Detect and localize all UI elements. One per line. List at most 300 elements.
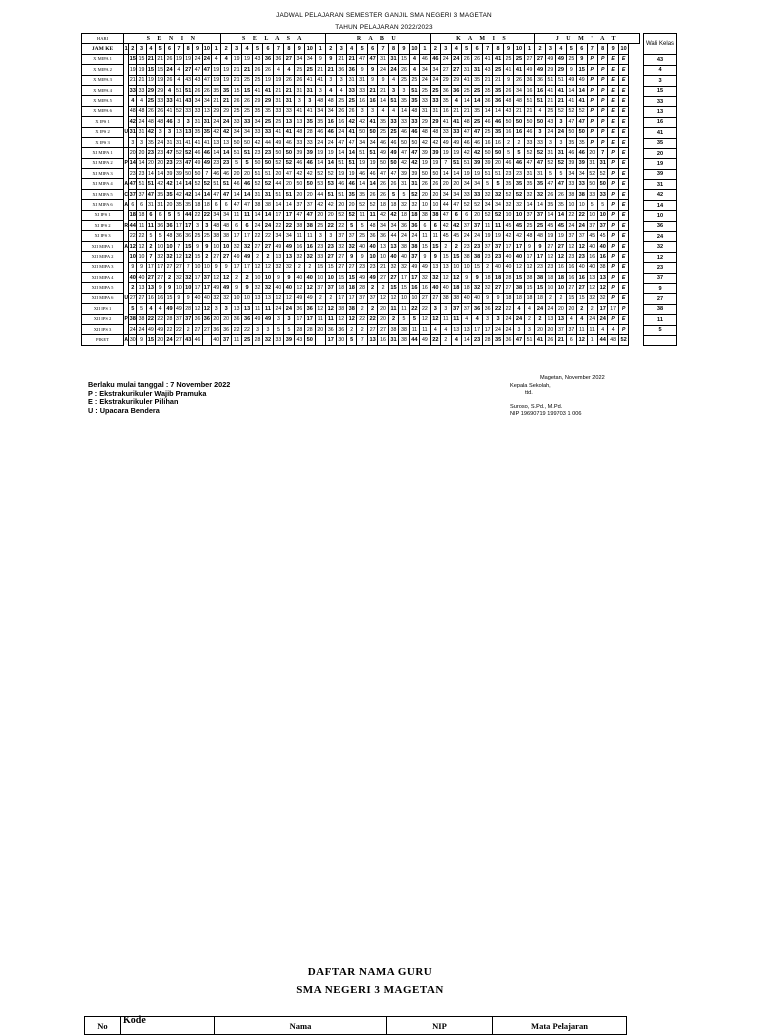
lesson-cell: 16 bbox=[146, 293, 155, 303]
lesson-cell: 3 bbox=[193, 221, 202, 231]
day-name: S E N I N bbox=[124, 34, 221, 44]
lesson-cell: 14 bbox=[202, 189, 211, 199]
period-number: 6 bbox=[472, 44, 482, 54]
lesson-cell: 27 bbox=[326, 252, 336, 262]
lesson-cell: 33 bbox=[273, 335, 283, 345]
lesson-cell: 29 bbox=[252, 96, 262, 106]
lesson-cell: 36 bbox=[346, 65, 356, 75]
class-name: XII MIPA 3 bbox=[82, 262, 124, 272]
lesson-cell: 4 bbox=[378, 106, 388, 116]
lesson-cell: 14 bbox=[472, 96, 482, 106]
lesson-cell: 20 bbox=[430, 189, 440, 199]
lesson-cell: 47 bbox=[165, 148, 174, 158]
lesson-cell: 24 bbox=[326, 137, 336, 147]
period-number: 10 bbox=[409, 44, 419, 54]
lesson-cell: 42 bbox=[472, 148, 482, 158]
lesson-cell: E bbox=[618, 65, 628, 75]
lesson-cell: 47 bbox=[284, 169, 294, 179]
class-row bbox=[82, 148, 640, 158]
lesson-cell: E bbox=[618, 54, 628, 64]
lesson-cell: 36 bbox=[378, 231, 388, 241]
lesson-cell: P bbox=[608, 148, 618, 158]
lesson-cell: 40 bbox=[503, 262, 513, 272]
lesson-cell: 47 bbox=[514, 335, 524, 345]
lesson-cell: 33 bbox=[242, 117, 252, 127]
lesson-cell: 27 bbox=[193, 324, 202, 334]
lesson-cell: 35 bbox=[212, 85, 221, 95]
lesson-cell: 23 bbox=[472, 335, 482, 345]
period-number: 6 bbox=[263, 44, 273, 54]
lesson-cell: 12 bbox=[378, 293, 388, 303]
period-header-row bbox=[82, 44, 640, 54]
lesson-cell: 47 bbox=[535, 158, 545, 168]
lesson-cell: 31 bbox=[556, 148, 566, 158]
lesson-cell: 41 bbox=[482, 54, 492, 64]
class-row bbox=[82, 252, 640, 262]
lesson-cell: 18 bbox=[129, 210, 137, 220]
lesson-cell: 18 bbox=[556, 272, 566, 282]
lesson-cell: E bbox=[608, 54, 618, 64]
lesson-cell: 26 bbox=[514, 75, 524, 85]
lesson-cell: 16 bbox=[493, 137, 503, 147]
lesson-cell: 2 bbox=[252, 252, 262, 262]
lesson-cell: 34 bbox=[294, 54, 304, 64]
lesson-cell: 2 bbox=[514, 137, 524, 147]
wali-kelas-code: 4 bbox=[644, 65, 677, 75]
lesson-cell: 49 bbox=[221, 283, 231, 293]
class-name: XII IPS 3 bbox=[82, 324, 124, 334]
lesson-cell: 15 bbox=[472, 262, 482, 272]
lesson-cell: 22 bbox=[336, 221, 346, 231]
lesson-cell: 2 bbox=[587, 304, 597, 314]
lesson-cell: 46 bbox=[524, 127, 535, 137]
lesson-cell: 52 bbox=[514, 189, 524, 199]
lesson-cell: 49 bbox=[305, 293, 315, 303]
lesson-cell: 18 bbox=[378, 200, 388, 210]
lesson-cell: 49 bbox=[156, 324, 165, 334]
lesson-cell: 41 bbox=[577, 96, 587, 106]
lesson-cell: 49 bbox=[409, 262, 419, 272]
lesson-cell: 21 bbox=[556, 96, 566, 106]
period-number: 1 bbox=[420, 44, 430, 54]
lesson-cell: 49 bbox=[577, 75, 587, 85]
lesson-cell: 34 bbox=[231, 127, 241, 137]
lesson-cell: P bbox=[587, 106, 597, 116]
lesson-cell: 21 bbox=[336, 54, 346, 64]
lesson-cell: 11 bbox=[146, 221, 155, 231]
lesson-cell: 2 bbox=[577, 304, 587, 314]
lesson-cell: 34 bbox=[252, 117, 262, 127]
lesson-cell: 41 bbox=[202, 137, 211, 147]
wali-kelas-code: 13 bbox=[644, 107, 677, 117]
lesson-cell: 10 bbox=[326, 272, 336, 282]
lesson-cell: E bbox=[608, 106, 618, 116]
lesson-cell: 11 bbox=[294, 231, 304, 241]
lesson-cell: 13 bbox=[461, 324, 471, 334]
lesson-cell: 50 bbox=[566, 127, 576, 137]
lesson-cell: 33 bbox=[284, 106, 294, 116]
class-row bbox=[82, 54, 640, 64]
lesson-cell: 37 bbox=[129, 189, 137, 199]
lesson-cell: 21 bbox=[156, 54, 165, 64]
lesson-cell: 35 bbox=[493, 335, 503, 345]
lesson-cell: 32 bbox=[156, 252, 165, 262]
wali-row bbox=[644, 294, 677, 304]
lesson-cell: 46 bbox=[514, 158, 524, 168]
lesson-cell: 23 bbox=[212, 158, 221, 168]
lesson-cell: 32 bbox=[482, 283, 492, 293]
lesson-cell: 47 bbox=[472, 127, 482, 137]
lesson-cell: E bbox=[618, 200, 628, 210]
lesson-cell: 49 bbox=[146, 324, 155, 334]
lesson-cell: 9 bbox=[231, 283, 241, 293]
wali-row bbox=[644, 128, 677, 138]
lesson-cell: 47 bbox=[242, 200, 252, 210]
lesson-cell: 31 bbox=[388, 335, 398, 345]
lesson-cell: 33 bbox=[357, 85, 367, 95]
lesson-cell: 40 bbox=[193, 293, 202, 303]
lesson-cell: 33 bbox=[441, 127, 451, 137]
lesson-cell: 47 bbox=[212, 189, 221, 199]
lesson-cell: 23 bbox=[129, 169, 137, 179]
principal-nip: NIP 19690719 199703 1 006 bbox=[510, 411, 582, 418]
lesson-cell: 24 bbox=[493, 324, 503, 334]
lesson-cell: 42 bbox=[503, 231, 513, 241]
lesson-cell: 35 bbox=[441, 96, 451, 106]
lesson-cell: 32 bbox=[472, 283, 482, 293]
lesson-cell: E bbox=[618, 210, 628, 220]
lesson-cell: 27 bbox=[146, 272, 155, 282]
wali-row bbox=[644, 96, 677, 106]
period-number: 8 bbox=[597, 44, 607, 54]
wali-kelas-code: 3 bbox=[644, 76, 677, 86]
lesson-cell: 47 bbox=[577, 117, 587, 127]
lesson-cell: 6 bbox=[221, 200, 231, 210]
lesson-cell: P bbox=[597, 96, 607, 106]
lesson-cell: 46 bbox=[346, 179, 356, 189]
lesson-cell: 17 bbox=[346, 293, 356, 303]
lesson-cell: 2 bbox=[315, 293, 326, 303]
lesson-cell: 47 bbox=[202, 75, 211, 85]
lesson-cell: 17 bbox=[597, 304, 607, 314]
lesson-cell: 46 bbox=[284, 137, 294, 147]
lesson-cell: 52 bbox=[493, 210, 503, 220]
lesson-cell: 6 bbox=[420, 221, 430, 231]
lesson-cell: 11 bbox=[326, 314, 336, 324]
lesson-cell: 5 bbox=[357, 221, 367, 231]
lesson-cell: 3 bbox=[273, 314, 283, 324]
lesson-cell: 33 bbox=[294, 137, 304, 147]
lesson-cell: 48 bbox=[524, 231, 535, 241]
lesson-cell: 29 bbox=[556, 65, 566, 75]
lesson-cell: 16 bbox=[305, 241, 315, 251]
lesson-cell: 31 bbox=[156, 200, 165, 210]
lesson-cell: 26 bbox=[556, 189, 566, 199]
lesson-cell: 13 bbox=[284, 117, 294, 127]
lesson-cell: 29 bbox=[221, 106, 231, 116]
lesson-cell: 50 bbox=[242, 137, 252, 147]
lesson-cell: 19 bbox=[451, 148, 461, 158]
lesson-cell: 44 bbox=[597, 335, 607, 345]
lesson-cell: 31 bbox=[472, 65, 482, 75]
lesson-cell: 21 bbox=[273, 85, 283, 95]
lesson-cell: 37 bbox=[409, 252, 419, 262]
lesson-cell: 32 bbox=[514, 200, 524, 210]
lesson-cell: 3 bbox=[545, 137, 555, 147]
lesson-cell: 32 bbox=[165, 252, 174, 262]
lesson-cell: E bbox=[618, 85, 628, 95]
lesson-cell: 32 bbox=[284, 262, 294, 272]
lesson-cell: 10 bbox=[242, 293, 252, 303]
lesson-cell: 9 bbox=[524, 241, 535, 251]
lesson-cell: 33 bbox=[420, 96, 430, 106]
lesson-cell: 24 bbox=[503, 314, 513, 324]
lesson-cell: 44 bbox=[184, 210, 193, 220]
lesson-cell: 35 bbox=[378, 117, 388, 127]
lesson-cell: 43 bbox=[184, 335, 193, 345]
lesson-cell: 25 bbox=[535, 221, 545, 231]
lesson-cell: 32 bbox=[409, 200, 419, 210]
lesson-cell: 11 bbox=[577, 324, 587, 334]
lesson-cell: 38 bbox=[430, 210, 440, 220]
lesson-cell: 2 bbox=[305, 262, 315, 272]
lesson-cell: 47 bbox=[378, 169, 388, 179]
class-row bbox=[82, 293, 640, 303]
lesson-cell: 19 bbox=[129, 65, 137, 75]
lesson-cell: 51 bbox=[263, 169, 273, 179]
lesson-cell: 28 bbox=[184, 304, 193, 314]
lesson-cell: 37 bbox=[587, 221, 597, 231]
lesson-cell: 27 bbox=[524, 54, 535, 64]
lesson-cell: 13 bbox=[212, 137, 221, 147]
col-nip: NIP bbox=[387, 1017, 493, 1035]
class-row bbox=[82, 75, 640, 85]
lesson-cell: 9 bbox=[430, 252, 440, 262]
lesson-cell: 38 bbox=[514, 283, 524, 293]
lesson-cell: 51 bbox=[137, 179, 146, 189]
lesson-cell: 42 bbox=[252, 137, 262, 147]
lesson-cell: 33 bbox=[535, 137, 545, 147]
lesson-cell: 26 bbox=[193, 85, 202, 95]
lesson-cell: 28 bbox=[305, 324, 315, 334]
lesson-cell: 15 bbox=[430, 241, 440, 251]
lesson-cell: 49 bbox=[388, 148, 398, 158]
lesson-cell: 35 bbox=[524, 179, 535, 189]
lesson-cell: 12 bbox=[263, 262, 273, 272]
period-number: 7 bbox=[273, 44, 283, 54]
lesson-cell: 16 bbox=[326, 117, 336, 127]
lesson-cell: 22 bbox=[156, 314, 165, 324]
lesson-cell: 10 bbox=[587, 210, 597, 220]
lesson-cell: 27 bbox=[336, 262, 346, 272]
lesson-cell: 24 bbox=[587, 314, 597, 324]
lesson-cell: 50 bbox=[284, 148, 294, 158]
class-row bbox=[82, 221, 640, 231]
lesson-cell: 12 bbox=[294, 283, 304, 293]
lesson-cell: 52 bbox=[346, 210, 356, 220]
lesson-cell: 41 bbox=[367, 117, 377, 127]
lesson-cell: 37 bbox=[472, 221, 482, 231]
lesson-cell: 21 bbox=[378, 262, 388, 272]
lesson-cell: 51 bbox=[346, 158, 356, 168]
lesson-cell: 15 bbox=[451, 252, 461, 262]
lesson-cell: 23 bbox=[165, 158, 174, 168]
lesson-cell: 49 bbox=[367, 272, 377, 282]
lesson-cell: 31 bbox=[273, 96, 283, 106]
lesson-cell: 37 bbox=[221, 335, 231, 345]
wali-row bbox=[644, 107, 677, 117]
lesson-cell: 2 bbox=[367, 283, 377, 293]
lesson-cell: 34 bbox=[221, 210, 231, 220]
lesson-cell: 32 bbox=[482, 189, 492, 199]
period-number: 5 bbox=[252, 44, 262, 54]
lesson-cell: 22 bbox=[242, 324, 252, 334]
lesson-cell: 9 bbox=[367, 65, 377, 75]
lesson-cell: 2 bbox=[441, 335, 451, 345]
signature-ttd: ttd. bbox=[525, 390, 533, 397]
lesson-cell: 6 bbox=[461, 210, 471, 220]
lesson-cell: 20 bbox=[587, 148, 597, 158]
lesson-cell: 31 bbox=[597, 158, 607, 168]
lesson-cell: 4 bbox=[137, 96, 146, 106]
class-name: XII MIPA 5 bbox=[82, 283, 124, 293]
lesson-cell: 18 bbox=[137, 210, 146, 220]
lesson-cell: 9 bbox=[420, 252, 430, 262]
lesson-cell: 4 bbox=[451, 96, 461, 106]
lesson-cell: 47 bbox=[294, 210, 304, 220]
lesson-cell: 17 bbox=[482, 324, 492, 334]
lesson-cell: 40 bbox=[202, 293, 211, 303]
lesson-cell: 14 bbox=[242, 189, 252, 199]
lesson-cell: 35 bbox=[357, 189, 367, 199]
class-name: XII MIPA 2 bbox=[82, 252, 124, 262]
lesson-cell: 12 bbox=[193, 304, 202, 314]
lesson-cell: 22 bbox=[165, 324, 174, 334]
lesson-cell: 22 bbox=[430, 335, 440, 345]
lesson-cell: 16 bbox=[420, 283, 430, 293]
lesson-cell: 19 bbox=[346, 169, 356, 179]
lesson-cell: 44 bbox=[263, 137, 273, 147]
lesson-cell: 37 bbox=[493, 241, 503, 251]
lesson-cell: 20 bbox=[273, 169, 283, 179]
lesson-cell: 5 bbox=[493, 179, 503, 189]
lesson-cell: 20 bbox=[545, 324, 555, 334]
lesson-cell: 14 bbox=[367, 179, 377, 189]
lesson-cell: 14 bbox=[545, 210, 555, 220]
lesson-cell: 49 bbox=[420, 262, 430, 272]
lesson-cell: 52 bbox=[273, 158, 283, 168]
period-number: 4 bbox=[146, 44, 155, 54]
lesson-cell: 23 bbox=[326, 241, 336, 251]
lesson-cell: 22 bbox=[420, 304, 430, 314]
lesson-cell: 20 bbox=[242, 169, 252, 179]
lesson-cell: 18 bbox=[493, 272, 503, 282]
lesson-cell: 32 bbox=[305, 252, 315, 262]
lesson-cell: 4 bbox=[284, 65, 294, 75]
lesson-cell: 33 bbox=[129, 85, 137, 95]
lesson-cell: 14 bbox=[535, 200, 545, 210]
lesson-cell: 50 bbox=[184, 169, 193, 179]
lesson-cell: E bbox=[618, 262, 628, 272]
lesson-cell: 15 bbox=[193, 252, 202, 262]
lesson-cell: 3 bbox=[524, 324, 535, 334]
upacara-cell: A bbox=[124, 179, 129, 189]
lesson-cell: 5 bbox=[545, 169, 555, 179]
lesson-cell: 38 bbox=[409, 241, 419, 251]
lesson-cell: 22 bbox=[129, 231, 137, 241]
lesson-cell: 17 bbox=[284, 210, 294, 220]
lesson-cell: 10 bbox=[556, 283, 566, 293]
lesson-cell: 4 bbox=[608, 324, 618, 334]
lesson-cell: 46 bbox=[399, 127, 409, 137]
lesson-cell: 17 bbox=[242, 262, 252, 272]
lesson-cell: 22 bbox=[137, 231, 146, 241]
lesson-cell: 48 bbox=[212, 221, 221, 231]
lesson-cell: 42 bbox=[461, 148, 471, 158]
legend-e: E : Ekstrakurikuler Pilihan bbox=[88, 397, 179, 407]
lesson-cell: 51 bbox=[174, 85, 183, 95]
lesson-cell: 2 bbox=[184, 324, 193, 334]
lesson-cell: 19 bbox=[146, 75, 155, 85]
lesson-cell: P bbox=[608, 241, 618, 251]
lesson-cell: 5 bbox=[587, 200, 597, 210]
lesson-cell: 31 bbox=[263, 189, 273, 199]
lesson-cell: 5 bbox=[284, 324, 294, 334]
lesson-cell: 46 bbox=[357, 169, 367, 179]
wali-row bbox=[644, 232, 677, 242]
lesson-cell: 51 bbox=[461, 158, 471, 168]
lesson-cell: 35 bbox=[577, 137, 587, 147]
lesson-cell: 11 bbox=[482, 221, 492, 231]
lesson-cell: 50 bbox=[420, 169, 430, 179]
lesson-cell: 38 bbox=[472, 252, 482, 262]
upacara-cell: A bbox=[124, 335, 129, 345]
teacher-list-school: SMA NEGERI 3 MAGETAN bbox=[296, 984, 444, 996]
wali-row bbox=[644, 335, 677, 345]
lesson-cell: 3 bbox=[326, 231, 336, 241]
lesson-cell: 29 bbox=[545, 65, 555, 75]
class-row bbox=[82, 272, 640, 282]
lesson-cell: 27 bbox=[451, 65, 461, 75]
lesson-cell: 19 bbox=[482, 231, 492, 241]
lesson-cell: 10 bbox=[165, 241, 174, 251]
lesson-cell: 33 bbox=[263, 127, 273, 137]
lesson-cell: P bbox=[608, 169, 618, 179]
class-name: X MIPA 4 bbox=[82, 85, 124, 95]
class-row bbox=[82, 314, 640, 324]
lesson-cell: E bbox=[618, 189, 628, 199]
lesson-cell: 49 bbox=[273, 241, 283, 251]
lesson-cell: 6 bbox=[451, 210, 461, 220]
lesson-cell: 3 bbox=[184, 117, 193, 127]
period-number: 10 bbox=[202, 44, 211, 54]
lesson-cell: 36 bbox=[212, 324, 221, 334]
lesson-cell: 3 bbox=[493, 314, 503, 324]
lesson-cell: E bbox=[618, 169, 628, 179]
lesson-cell: 3 bbox=[535, 127, 545, 137]
lesson-cell: 16 bbox=[482, 137, 492, 147]
lesson-cell: 34 bbox=[212, 210, 221, 220]
jamke-label: JAM KE bbox=[82, 44, 124, 54]
lesson-cell: 29 bbox=[420, 117, 430, 127]
lesson-cell: 9 bbox=[212, 262, 221, 272]
class-row bbox=[82, 85, 640, 95]
lesson-cell: 52 bbox=[174, 106, 183, 116]
lesson-cell: 4 bbox=[165, 85, 174, 95]
lesson-cell: 46 bbox=[566, 148, 576, 158]
lesson-cell: 42 bbox=[357, 117, 367, 127]
lesson-cell: 39 bbox=[430, 148, 440, 158]
